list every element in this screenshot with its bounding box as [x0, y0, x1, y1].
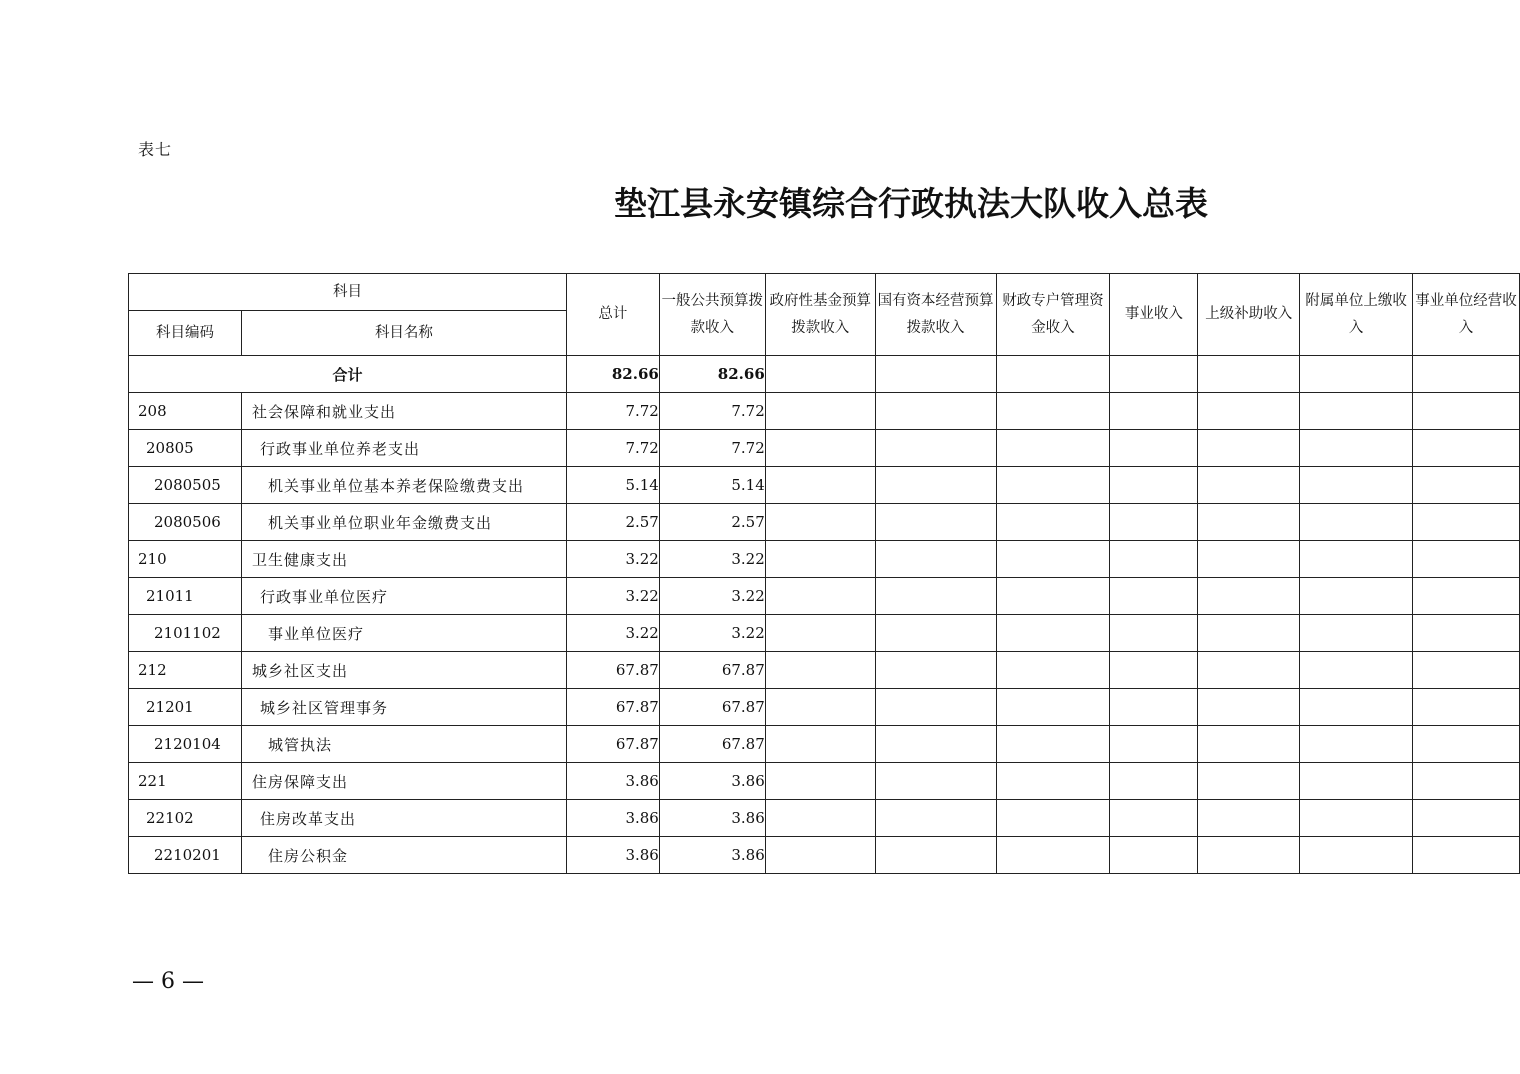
header-total: 总计 [566, 274, 659, 356]
row-general-budget: 3.86 [659, 800, 765, 837]
table-row [129, 689, 1520, 726]
row-total: 3.86 [566, 763, 659, 800]
subject-code: 2101102 [129, 615, 242, 652]
table-label: 表七 [138, 140, 173, 159]
subject-code: 212 [129, 652, 242, 689]
subject-name: 行政事业单位医疗 [241, 578, 566, 615]
table-row [129, 467, 1520, 504]
table-row [129, 615, 1520, 652]
table-row [129, 578, 1520, 615]
row-general-budget: 7.72 [659, 393, 765, 430]
header-superior-subsidy: 上级补助收入 [1198, 274, 1300, 356]
header-affiliated-income: 附属单位上缴收入 [1300, 274, 1413, 356]
header-state-capital: 国有资本经营预算拨款收入 [875, 274, 996, 356]
row-general-budget: 3.22 [659, 615, 765, 652]
row-total: 2.57 [566, 504, 659, 541]
header-business-income: 事业收入 [1110, 274, 1198, 356]
row-total: 7.72 [566, 393, 659, 430]
subject-name: 住房公积金 [241, 837, 566, 874]
table-row [129, 652, 1520, 689]
income-summary-table [128, 273, 1520, 874]
subject-name: 住房改革支出 [241, 800, 566, 837]
row-total: 3.22 [566, 615, 659, 652]
header-special-account: 财政专户管理资金收入 [996, 274, 1110, 356]
row-general-budget: 3.22 [659, 578, 765, 615]
table-row [129, 430, 1520, 467]
subject-name: 机关事业单位基本养老保险缴费支出 [241, 467, 566, 504]
subject-name: 机关事业单位职业年金缴费支出 [241, 504, 566, 541]
subject-name: 城乡社区管理事务 [241, 689, 566, 726]
subject-name: 事业单位医疗 [241, 615, 566, 652]
row-total: 67.87 [566, 726, 659, 763]
subject-code: 208 [129, 393, 242, 430]
subject-name: 行政事业单位养老支出 [241, 430, 566, 467]
subject-code: 221 [129, 763, 242, 800]
header-operating-income: 事业单位经营收入 [1413, 274, 1520, 356]
table-row [129, 726, 1520, 763]
total-label: 合计 [129, 356, 567, 393]
row-total: 67.87 [566, 689, 659, 726]
header-gov-fund: 政府性基金预算拨款收入 [765, 274, 875, 356]
header-general-budget: 一般公共预算拨款收入 [659, 274, 765, 356]
table-row [129, 541, 1520, 578]
subject-code: 210 [129, 541, 242, 578]
row-general-budget: 3.86 [659, 763, 765, 800]
table-row [129, 763, 1520, 800]
row-general-budget: 7.72 [659, 430, 765, 467]
table-row [129, 504, 1520, 541]
row-general-budget: 67.87 [659, 652, 765, 689]
row-general-budget: 2.57 [659, 504, 765, 541]
table-row [129, 393, 1520, 430]
row-total: 5.14 [566, 467, 659, 504]
subject-name: 社会保障和就业支出 [241, 393, 566, 430]
page-number: — 6 — [132, 969, 204, 994]
row-total: 67.87 [566, 652, 659, 689]
subject-code: 2210201 [129, 837, 242, 874]
subject-name: 城乡社区支出 [241, 652, 566, 689]
subject-code: 2080505 [129, 467, 242, 504]
header-subject-code: 科目编码 [129, 311, 242, 356]
total-general-budget: 82.66 [659, 356, 765, 393]
row-total: 3.22 [566, 578, 659, 615]
subject-name: 城管执法 [241, 726, 566, 763]
row-total: 3.86 [566, 800, 659, 837]
header-subject-name: 科目名称 [241, 311, 566, 356]
table-row [129, 800, 1520, 837]
subject-code: 21011 [129, 578, 242, 615]
subject-name: 住房保障支出 [241, 763, 566, 800]
row-total: 3.86 [566, 837, 659, 874]
subject-code: 20805 [129, 430, 242, 467]
subject-name: 卫生健康支出 [241, 541, 566, 578]
subject-code: 21201 [129, 689, 242, 726]
subject-code: 2080506 [129, 504, 242, 541]
header-subject: 科目 [129, 274, 567, 311]
table-row [129, 837, 1520, 874]
subject-code: 2120104 [129, 726, 242, 763]
row-total: 7.72 [566, 430, 659, 467]
row-general-budget: 3.86 [659, 837, 765, 874]
row-general-budget: 3.22 [659, 541, 765, 578]
row-general-budget: 5.14 [659, 467, 765, 504]
row-general-budget: 67.87 [659, 689, 765, 726]
total-amount: 82.66 [566, 356, 659, 393]
row-general-budget: 67.87 [659, 726, 765, 763]
row-total: 3.22 [566, 541, 659, 578]
page-title: 垫江县永安镇综合行政执法大队收入总表 [614, 184, 1208, 223]
total-row [129, 356, 1520, 393]
subject-code: 22102 [129, 800, 242, 837]
